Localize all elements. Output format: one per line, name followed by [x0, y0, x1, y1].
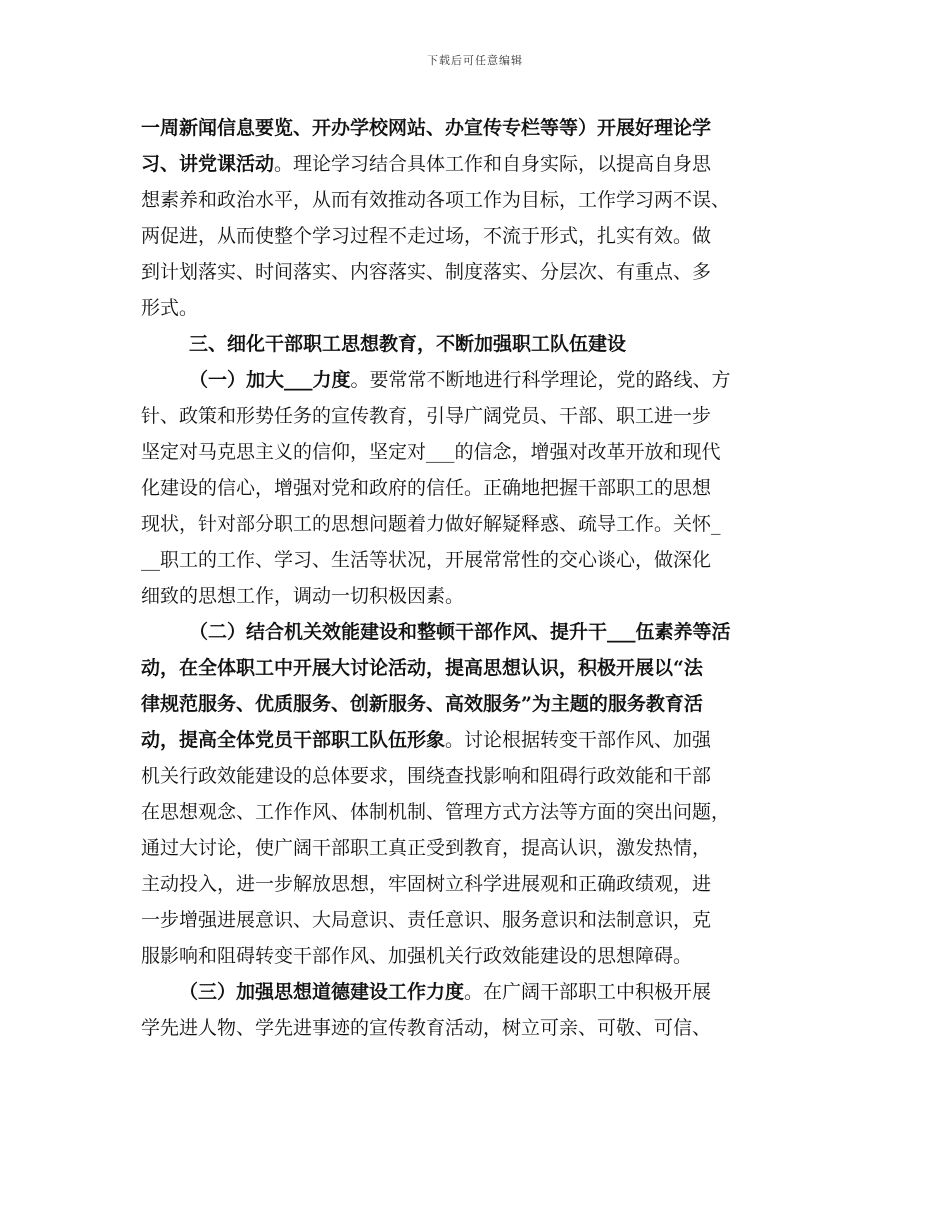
text-line: [141, 146, 821, 182]
text-line: [141, 110, 821, 146]
text-segment: 。讨论根据转变干部作风、加强: [445, 729, 712, 751]
text-line: [141, 866, 821, 902]
bold-text-segment: （三）加强思想道德建设工作力度: [179, 981, 465, 1003]
text-segment: 细致的思想工作，调动一切积极因素。: [141, 585, 465, 607]
text-line: [141, 506, 821, 542]
text-segment: 一步增强进展意识、大局意识、责任意识、服务意识和法制意识，克: [141, 909, 712, 931]
text-line: [141, 902, 821, 938]
text-line: [141, 182, 821, 218]
text-segment: __职工的工作、学习、生活等状况，开展常常性的交心谈心，做深化: [141, 549, 712, 571]
text-line: [141, 830, 821, 866]
text-segment: 学先进人物、学先进事迹的宣传教育活动，树立可亲、可敬、可信、: [141, 1017, 712, 1039]
text-segment: 现状，针对部分职工的思想问题着力做好解疑释惑、疏导工作。关怀_: [141, 513, 721, 535]
text-line: [141, 578, 821, 614]
text-line: [141, 758, 821, 794]
text-line: [141, 470, 821, 506]
text-line: [141, 326, 821, 362]
page-header: 下载后可任意编辑: [427, 54, 523, 67]
text-segment: 坚定对马克思主义的信仰，坚定对___的信念，增强对改革开放和现代: [141, 441, 721, 463]
text-segment: 。要常常不断地进行科学理论，党的路线、方: [350, 369, 731, 391]
text-segment: 机关行政效能建设的总体要求，围绕查找影响和阻碍行政效能和干部: [141, 765, 712, 787]
text-segment: 化建设的信心，增强对党和政府的信任。正确地把握干部职工的思想: [141, 477, 712, 499]
text-line: [141, 254, 821, 290]
bold-text-segment: 动，在全体职工中开展大讨论活动，提高思想认识，积极开展以“法: [141, 657, 703, 679]
text-line: [141, 542, 821, 578]
text-line: [141, 614, 821, 650]
text-line: [141, 1010, 821, 1046]
text-segment: 到计划落实、时间落实、内容落实、制度落实、分层次、有重点、多: [141, 261, 712, 283]
text-segment: 两促进，从而使整个学习过程不走过场，不流于形式，扎实有效。做: [141, 225, 712, 247]
text-line: [141, 686, 821, 722]
text-line: [141, 434, 821, 470]
text-line: [141, 650, 821, 686]
text-segment: 服影响和阻碍转变干部作风、加强机关行政效能建设的思想障碍。: [141, 945, 693, 967]
text-segment: 主动投入，进一步解放思想，牢固树立科学进展观和正确政绩观，进: [141, 873, 712, 895]
text-line: [141, 290, 821, 326]
text-segment: 通过大讨论，使广阔干部职工真正受到教育，提高认识，激发热情，: [141, 837, 712, 859]
text-segment: 形式。: [141, 297, 199, 319]
text-segment: 在思想观念、工作作风、体制机制、管理方式方法等方面的突出问题，: [141, 801, 731, 823]
bold-text-segment: 律规范服务、优质服务、创新服务、高效服务”为主题的服务教育活: [141, 693, 703, 715]
text-line: [141, 794, 821, 830]
text-segment: 想素养和政治水平，从而有效推动各项工作为目标，工作学习两不误、: [141, 189, 731, 211]
bold-text-segment: 一周新闻信息要览、开办学校网站、办宣传专栏等等）开展好理论学: [141, 117, 712, 139]
bold-text-segment: 动，提高全体党员干部职工队伍形象: [141, 729, 446, 751]
text-segment: 。理论学习结合具体工作和自身实际，以提高自身思: [274, 153, 712, 175]
bold-text-segment: （二）结合机关效能建设和整顿干部作风、提升干___伍素养等活: [189, 621, 731, 643]
text-line: [141, 398, 821, 434]
text-line: [141, 938, 821, 974]
bold-text-segment: 三、细化干部职工思想教育，不断加强职工队伍建设: [189, 333, 627, 355]
text-segment: 。在广阔干部职工中积极开展: [464, 981, 712, 1003]
text-line: [141, 362, 821, 398]
text-line: [141, 722, 821, 758]
text-line: [141, 974, 821, 1010]
document-body: [141, 110, 821, 1046]
text-line: [141, 218, 821, 254]
text-segment: 针、政策和形势任务的宣传教育，引导广阔党员、干部、职工进一步: [141, 405, 712, 427]
bold-text-segment: （一）加大___力度: [189, 369, 351, 391]
bold-text-segment: 习、讲党课活动: [141, 153, 275, 175]
